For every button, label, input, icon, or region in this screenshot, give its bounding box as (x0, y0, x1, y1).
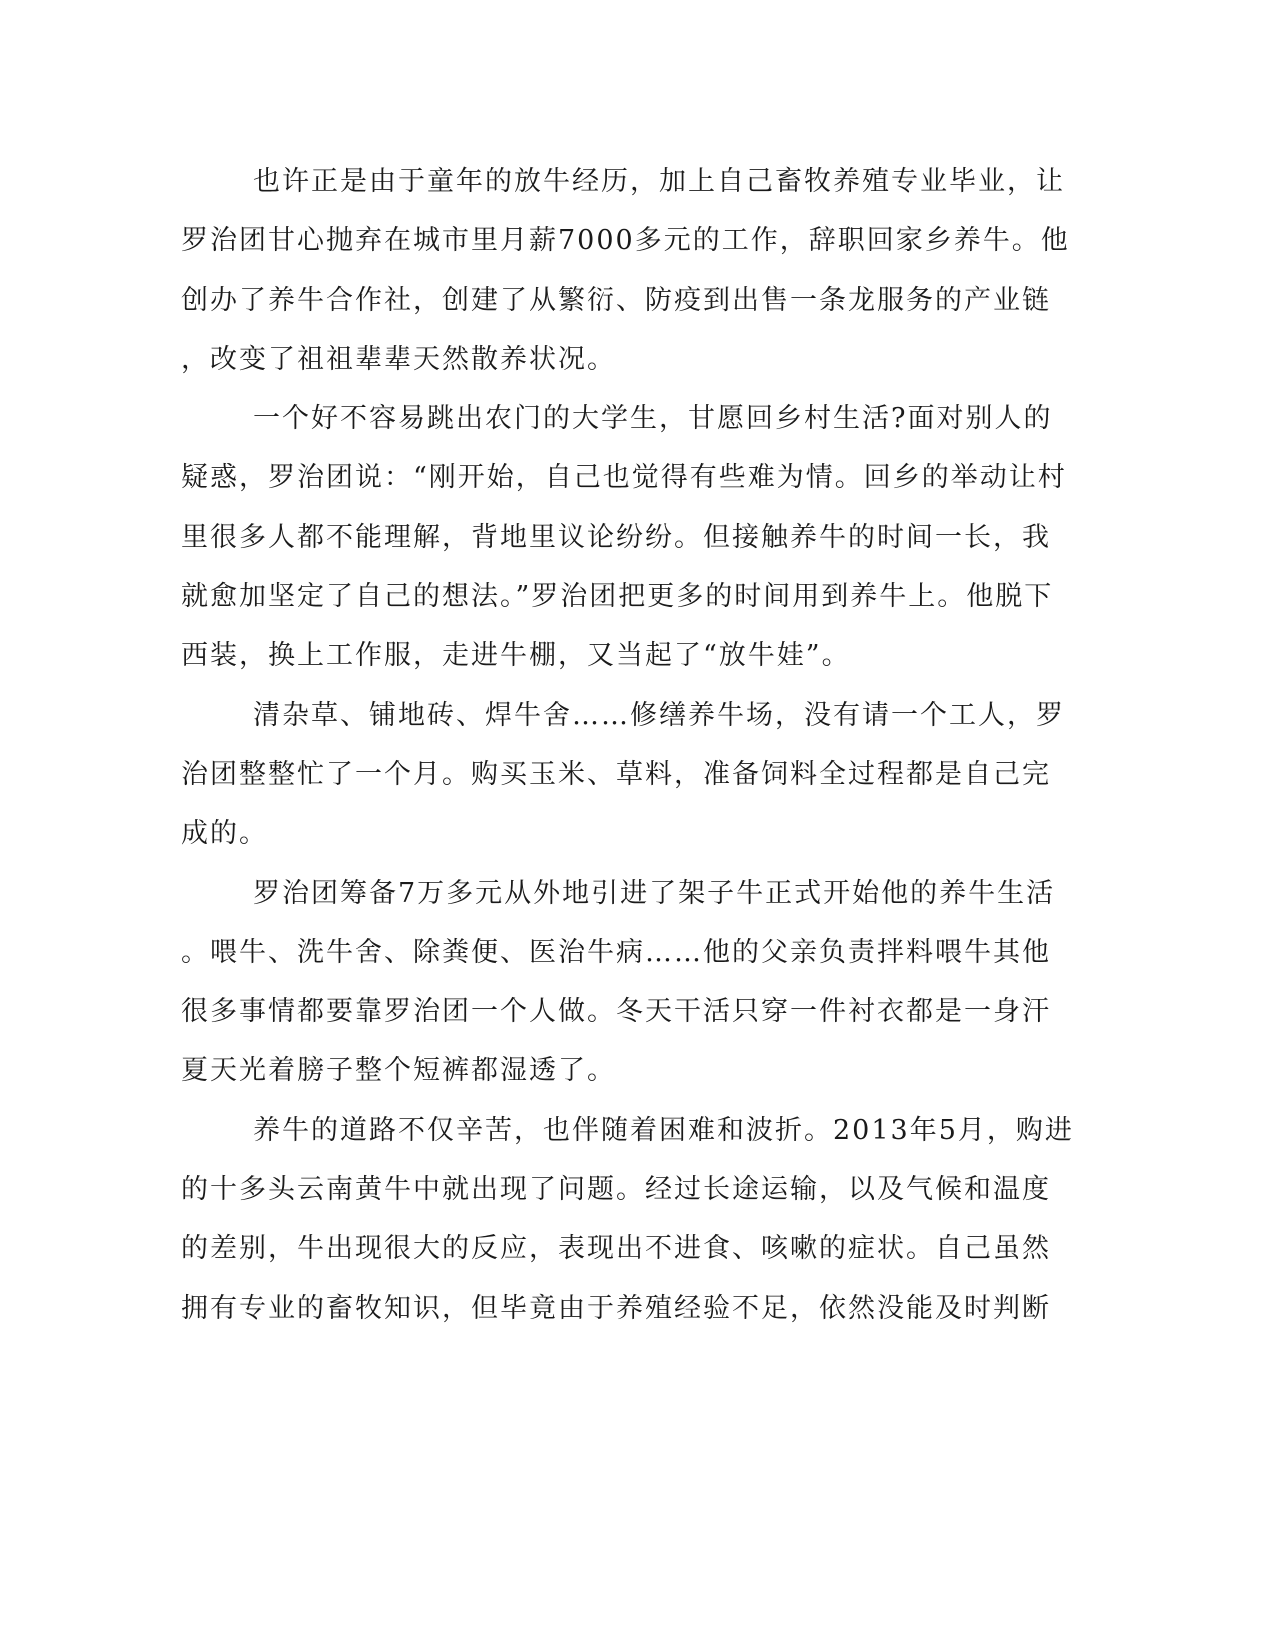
text-line: 疑惑，罗治团说：“刚开始，自己也觉得有些难为情。回乡的举动让村 (181, 462, 1067, 494)
text-line: 罗治团筹备7万多元从外地引进了架子牛正式开始他的养牛生活 (253, 877, 1056, 909)
text-line: 的十多头云南黄牛中就出现了问题。经过长途运输，以及气候和温度 (181, 1174, 1051, 1206)
text-line: 创办了养牛合作社，创建了从繁衍、防疫到出售一条龙服务的产业链 (181, 284, 1051, 316)
text-line: 就愈加坚定了自己的想法。”罗治团把更多的时间用到养牛上。他脱下 (181, 581, 1054, 613)
paragraph-5 (181, 1101, 1074, 1338)
text-line: 。喂牛、洗牛舍、除粪便、医治牛病……他的父亲负责拌料喂牛其他 (181, 936, 1051, 968)
text-line: 拥有专业的畜牧知识，但毕竟由于养殖经验不足，依然没能及时判断 (181, 1292, 1051, 1324)
text-line: 的差别，牛出现很大的反应，表现出不进食、咳嗽的症状。自己虽然 (181, 1233, 1051, 1265)
text-line: ，改变了祖祖辈辈天然散养状况。 (181, 343, 616, 375)
text-line: 清杂草、铺地砖、焊牛舍……修缮养牛场，没有请一个工人，罗 (253, 699, 1065, 731)
text-line: 很多事情都要靠罗治团一个人做。冬天干活只穿一件衬衣都是一身汗 (181, 996, 1051, 1028)
text-line: 罗治团甘心抛弃在城市里月薪7000多元的工作，辞职回家乡养牛。他 (181, 225, 1070, 257)
paragraph-2 (181, 389, 1067, 685)
text-line: 里很多人都不能理解，背地里议论纷纷。但接触养牛的时间一长，我 (181, 521, 1051, 553)
text-line: 治团整整忙了一个月。购买玉米、草料，准备饲料全过程都是自己完 (181, 758, 1051, 790)
text-line: 西装，换上工作服，走进牛棚，又当起了“放牛娃”。 (181, 640, 851, 672)
document-page (181, 152, 1074, 1338)
paragraph-3 (181, 686, 1065, 864)
text-line: 夏天光着膀子整个短裤都湿透了。 (181, 1055, 616, 1087)
paragraph-4 (181, 864, 1056, 1101)
text-line: 一个好不容易跳出农门的大学生，甘愿回乡村生活?面对别人的 (253, 403, 1053, 435)
text-line: 也许正是由于童年的放牛经历，加上自己畜牧养殖专业毕业，让 (253, 166, 1065, 197)
text-line: 养牛的道路不仅辛苦，也伴随着困难和波折。2013年5月，购进 (253, 1114, 1074, 1146)
text-line: 成的。 (181, 818, 268, 850)
paragraph-1 (181, 152, 1070, 389)
